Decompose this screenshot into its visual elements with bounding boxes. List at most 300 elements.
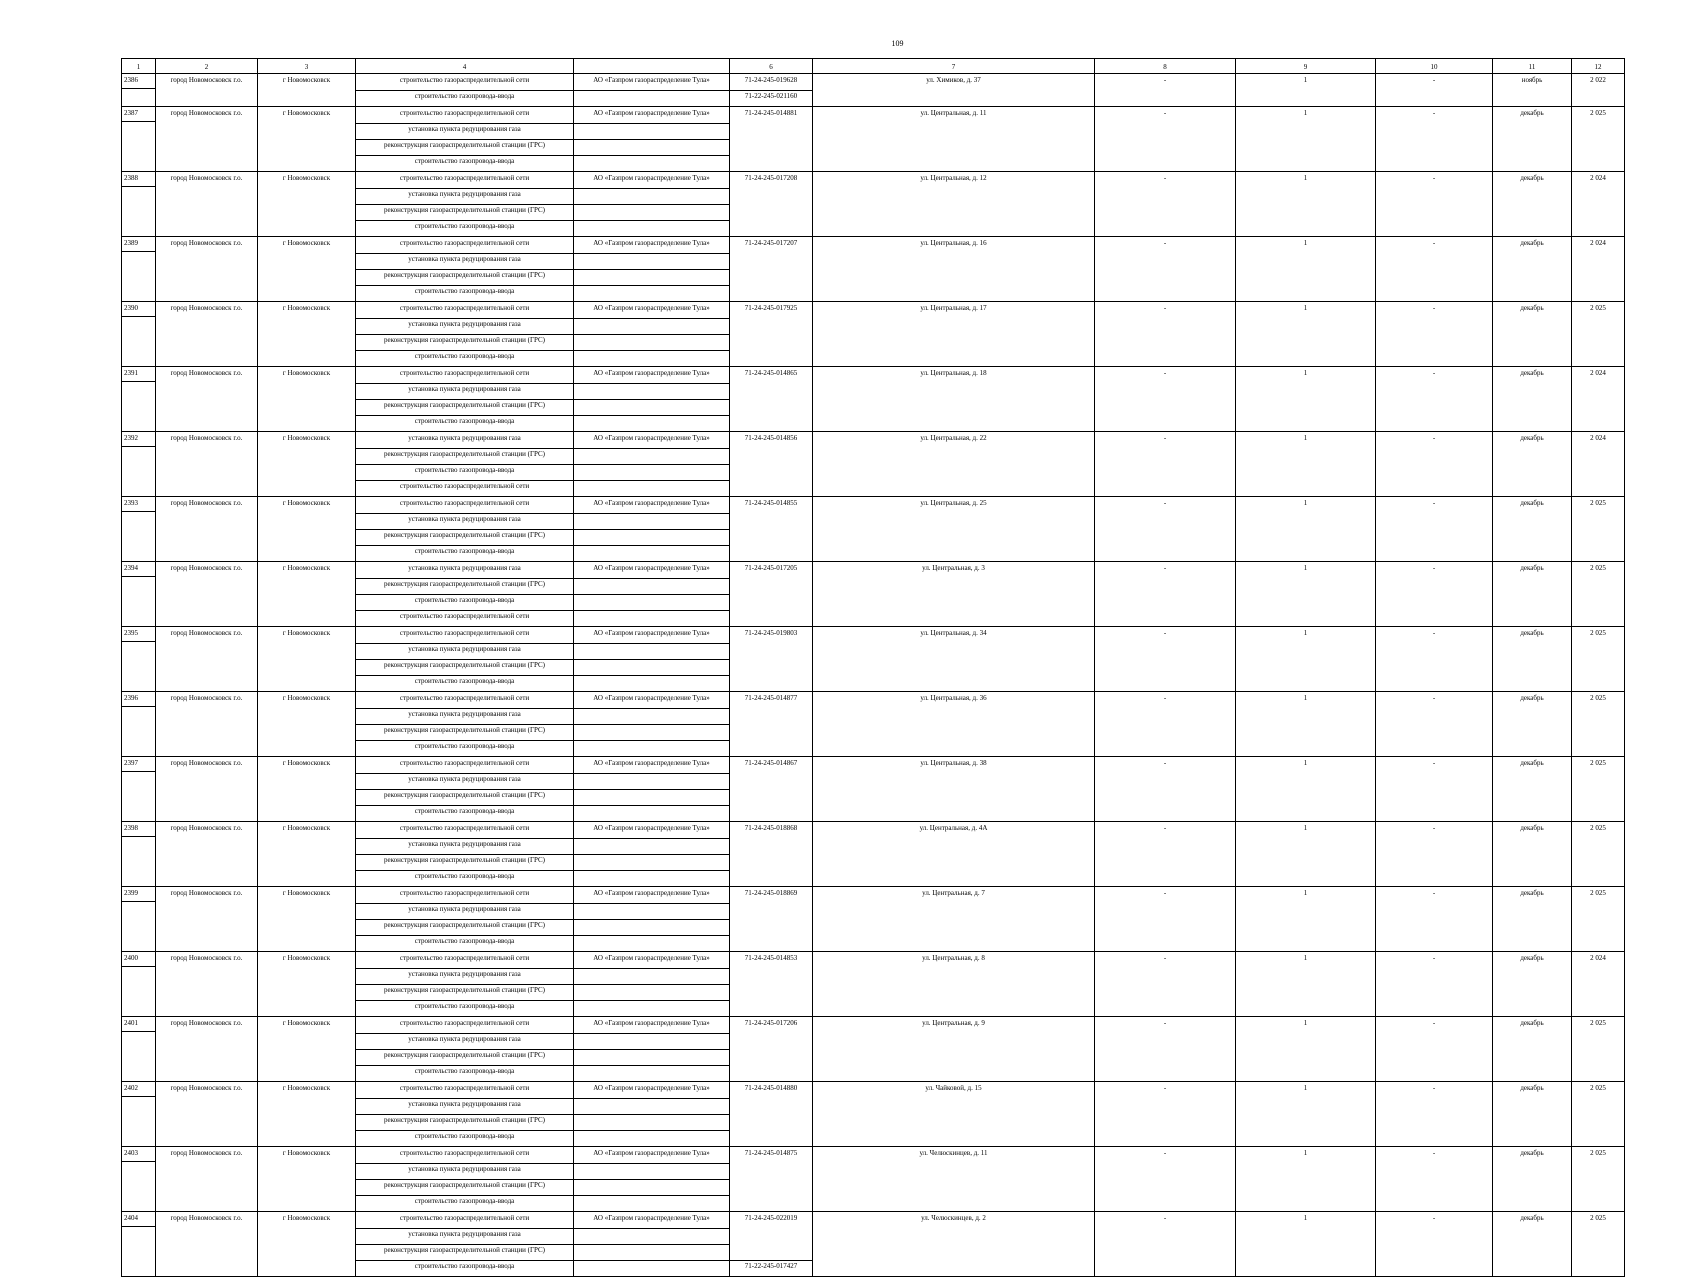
work-type: установка пункта редуцирования газа — [356, 514, 574, 530]
object-code: 71-24-245-019803 — [730, 627, 813, 692]
completion-month: декабрь — [1493, 757, 1572, 822]
operator: АО «Газпром газораспределение Тула» — [574, 237, 730, 254]
work-type: строительство газораспределительной сети — [356, 237, 574, 254]
completion-year: 2 025 — [1572, 497, 1625, 562]
column-9: 1 — [1236, 887, 1376, 952]
operator-empty — [574, 920, 730, 936]
table-row — [122, 1082, 1625, 1099]
locality: г Новомосковск — [258, 302, 356, 367]
address: ул. Челюскинцев, д. 2 — [813, 1212, 1095, 1277]
work-type: установка пункта редуцирования газа — [356, 432, 574, 449]
completion-month: декабрь — [1493, 887, 1572, 952]
object-code: 71-24-245-022019 — [730, 1212, 813, 1261]
column-8: - — [1095, 627, 1236, 692]
work-type: строительство газораспределительной сети — [356, 1082, 574, 1099]
completion-year: 2 025 — [1572, 887, 1625, 952]
operator-empty — [574, 644, 730, 660]
table-row — [122, 952, 1625, 969]
operator: АО «Газпром газораспределение Тула» — [574, 1147, 730, 1164]
column-8: - — [1095, 172, 1236, 237]
column-9: 1 — [1236, 237, 1376, 302]
completion-month: декабрь — [1493, 237, 1572, 302]
header-cell: 9 — [1236, 59, 1376, 74]
column-9: 1 — [1236, 432, 1376, 497]
table-row — [122, 1212, 1625, 1229]
row-number-underline — [122, 88, 155, 89]
completion-year: 2 024 — [1572, 952, 1625, 1017]
work-type: реконструкция газораспределительной станции (ГРС) — [356, 1050, 574, 1066]
address: ул. Центральная, д. 9 — [813, 1017, 1095, 1082]
column-8: - — [1095, 367, 1236, 432]
operator: АО «Газпром газораспределение Тула» — [574, 887, 730, 904]
municipal-area: город Новомосковск г.о. — [156, 887, 258, 952]
work-type: строительство газораспределительной сети — [356, 367, 574, 384]
completion-year: 2 024 — [1572, 367, 1625, 432]
work-type: установка пункта редуцирования газа — [356, 1099, 574, 1115]
municipal-area: город Новомосковск г.о. — [156, 1212, 258, 1277]
row-number-underline — [122, 706, 155, 707]
work-type: строительство газораспределительной сети — [356, 302, 574, 319]
column-10: - — [1376, 1082, 1493, 1147]
column-9: 1 — [1236, 822, 1376, 887]
work-type: строительство газопровода-ввода — [356, 1131, 574, 1147]
address: ул. Центральная, д. 25 — [813, 497, 1095, 562]
operator-empty — [574, 514, 730, 530]
work-type: установка пункта редуцирования газа — [356, 774, 574, 790]
operator: АО «Газпром газораспределение Тула» — [574, 172, 730, 189]
work-type: реконструкция газораспределительной станции (ГРС) — [356, 205, 574, 221]
object-code: 71-24-245-014881 — [730, 107, 813, 172]
row-number: 2403 — [122, 1147, 156, 1212]
work-type: строительство газопровода-ввода — [356, 221, 574, 237]
operator-empty — [574, 595, 730, 611]
operator-empty — [574, 156, 730, 172]
completion-month: декабрь — [1493, 172, 1572, 237]
completion-year: 2 025 — [1572, 1212, 1625, 1277]
locality: г Новомосковск — [258, 237, 356, 302]
object-code: 71-24-245-014880 — [730, 1082, 813, 1147]
column-8: - — [1095, 1147, 1236, 1212]
column-8: - — [1095, 822, 1236, 887]
work-type: строительство газопровода-ввода — [356, 546, 574, 562]
operator-empty — [574, 774, 730, 790]
row-number: 2395 — [122, 627, 156, 692]
column-10: - — [1376, 757, 1493, 822]
object-code: 71-24-245-014867 — [730, 757, 813, 822]
operator-empty — [574, 1229, 730, 1245]
column-10: - — [1376, 1017, 1493, 1082]
table-row — [122, 562, 1625, 579]
completion-month: декабрь — [1493, 952, 1572, 1017]
municipal-area: город Новомосковск г.о. — [156, 497, 258, 562]
object-code-secondary: 71-22-245-017427 — [730, 1261, 813, 1277]
municipal-area: город Новомосковск г.о. — [156, 107, 258, 172]
operator-empty — [574, 579, 730, 595]
row-number-underline — [122, 1226, 155, 1227]
work-type: строительство газораспределительной сети — [356, 757, 574, 774]
row-number: 2402 — [122, 1082, 156, 1147]
operator-empty — [574, 1261, 730, 1277]
locality: г Новомосковск — [258, 952, 356, 1017]
column-9: 1 — [1236, 952, 1376, 1017]
address: ул. Центральная, д. 34 — [813, 627, 1095, 692]
column-10: - — [1376, 302, 1493, 367]
column-8: - — [1095, 107, 1236, 172]
row-number-underline — [122, 446, 155, 447]
address: ул. Чайковой, д. 15 — [813, 1082, 1095, 1147]
locality: г Новомосковск — [258, 1147, 356, 1212]
operator-empty — [574, 969, 730, 985]
column-9: 1 — [1236, 172, 1376, 237]
locality: г Новомосковск — [258, 432, 356, 497]
municipal-area: город Новомосковск г.о. — [156, 302, 258, 367]
row-number: 2389 — [122, 237, 156, 302]
locality: г Новомосковск — [258, 822, 356, 887]
locality: г Новомосковск — [258, 562, 356, 627]
work-type: строительство газораспределительной сети — [356, 172, 574, 189]
row-number-underline — [122, 771, 155, 772]
row-number: 2404 — [122, 1212, 156, 1277]
row-number-underline — [122, 901, 155, 902]
work-type: установка пункта редуцирования газа — [356, 124, 574, 140]
completion-month: декабрь — [1493, 432, 1572, 497]
work-type: строительство газопровода-ввода — [356, 595, 574, 611]
address: ул. Центральная, д. 12 — [813, 172, 1095, 237]
object-code: 71-24-245-014853 — [730, 952, 813, 1017]
work-type: строительство газопровода-ввода — [356, 936, 574, 952]
column-8: - — [1095, 302, 1236, 367]
work-type: реконструкция газораспределительной станции (ГРС) — [356, 1245, 574, 1261]
work-type: реконструкция газораспределительной станции (ГРС) — [356, 335, 574, 351]
row-number-underline — [122, 511, 155, 512]
row-number-underline — [122, 576, 155, 577]
operator-empty — [574, 1131, 730, 1147]
column-9: 1 — [1236, 1147, 1376, 1212]
object-code: 71-24-245-014877 — [730, 692, 813, 757]
work-type: строительство газораспределительной сети — [356, 822, 574, 839]
header-cell — [574, 59, 730, 74]
completion-year: 2 024 — [1572, 172, 1625, 237]
operator-empty — [574, 221, 730, 237]
row-number-underline — [122, 121, 155, 122]
table-row — [122, 497, 1625, 514]
address: ул. Центральная, д. 36 — [813, 692, 1095, 757]
work-type: реконструкция газораспределительной станции (ГРС) — [356, 400, 574, 416]
row-number-underline — [122, 1161, 155, 1162]
work-type: строительство газопровода-ввода — [356, 741, 574, 757]
column-9: 1 — [1236, 562, 1376, 627]
operator-empty — [574, 725, 730, 741]
row-number: 2401 — [122, 1017, 156, 1082]
column-10: - — [1376, 367, 1493, 432]
operator-empty — [574, 91, 730, 107]
municipal-area: город Новомосковск г.о. — [156, 822, 258, 887]
table-row — [122, 302, 1625, 319]
column-9: 1 — [1236, 692, 1376, 757]
operator: АО «Газпром газораспределение Тула» — [574, 822, 730, 839]
locality: г Новомосковск — [258, 757, 356, 822]
operator-empty — [574, 839, 730, 855]
row-number: 2387 — [122, 107, 156, 172]
column-10: - — [1376, 497, 1493, 562]
completion-month: декабрь — [1493, 302, 1572, 367]
table-row — [122, 367, 1625, 384]
locality: г Новомосковск — [258, 627, 356, 692]
operator: АО «Газпром газораспределение Тула» — [574, 1017, 730, 1034]
operator-empty — [574, 481, 730, 497]
operator-empty — [574, 1164, 730, 1180]
table-row — [122, 1017, 1625, 1034]
table-row — [122, 432, 1625, 449]
address: ул. Центральная, д. 7 — [813, 887, 1095, 952]
address: ул. Центральная, д. 17 — [813, 302, 1095, 367]
work-type: реконструкция газораспределительной станции (ГРС) — [356, 725, 574, 741]
work-type: строительство газопровода-ввода — [356, 1196, 574, 1212]
column-10: - — [1376, 952, 1493, 1017]
operator-empty — [574, 351, 730, 367]
completion-year: 2 025 — [1572, 822, 1625, 887]
locality: г Новомосковск — [258, 172, 356, 237]
column-10: - — [1376, 432, 1493, 497]
operator-empty — [574, 449, 730, 465]
column-8: - — [1095, 1212, 1236, 1277]
operator-empty — [574, 1180, 730, 1196]
completion-month: декабрь — [1493, 107, 1572, 172]
column-10: - — [1376, 237, 1493, 302]
operator-empty — [574, 546, 730, 562]
header-cell: 8 — [1095, 59, 1236, 74]
locality: г Новомосковск — [258, 692, 356, 757]
completion-month: ноябрь — [1493, 74, 1572, 107]
row-number: 2396 — [122, 692, 156, 757]
operator: АО «Газпром газораспределение Тула» — [574, 757, 730, 774]
completion-month: декабрь — [1493, 1082, 1572, 1147]
operator-empty — [574, 676, 730, 692]
operator-empty — [574, 1001, 730, 1017]
work-type: реконструкция газораспределительной станции (ГРС) — [356, 140, 574, 156]
address: ул. Химиков, д. 37 — [813, 74, 1095, 107]
completion-month: декабрь — [1493, 1017, 1572, 1082]
row-number-underline — [122, 1096, 155, 1097]
header-cell: 4 — [356, 59, 574, 74]
work-type: установка пункта редуцирования газа — [356, 562, 574, 579]
column-9: 1 — [1236, 74, 1376, 107]
work-type: установка пункта редуцирования газа — [356, 189, 574, 205]
row-number-underline — [122, 641, 155, 642]
object-code: 71-24-245-017205 — [730, 562, 813, 627]
work-type: строительство газопровода-ввода — [356, 91, 574, 107]
municipal-area: город Новомосковск г.о. — [156, 237, 258, 302]
operator: АО «Газпром газораспределение Тула» — [574, 74, 730, 91]
work-type: установка пункта редуцирования газа — [356, 839, 574, 855]
operator-empty — [574, 985, 730, 1001]
address: ул. Центральная, д. 22 — [813, 432, 1095, 497]
operator: АО «Газпром газораспределение Тула» — [574, 692, 730, 709]
completion-year: 2 024 — [1572, 237, 1625, 302]
operator-empty — [574, 319, 730, 335]
municipal-area: город Новомосковск г.о. — [156, 757, 258, 822]
work-type: строительство газораспределительной сети — [356, 481, 574, 497]
work-type: строительство газопровода-ввода — [356, 465, 574, 481]
completion-year: 2 024 — [1572, 432, 1625, 497]
operator-empty — [574, 936, 730, 952]
work-type: строительство газораспределительной сети — [356, 611, 574, 627]
header-cell: 6 — [730, 59, 813, 74]
operator-empty — [574, 400, 730, 416]
operator-empty — [574, 140, 730, 156]
work-type: установка пункта редуцирования газа — [356, 1034, 574, 1050]
operator: АО «Газпром газораспределение Тула» — [574, 497, 730, 514]
column-8: - — [1095, 952, 1236, 1017]
work-type: установка пункта редуцирования газа — [356, 384, 574, 400]
column-10: - — [1376, 562, 1493, 627]
work-type: реконструкция газораспределительной станции (ГРС) — [356, 579, 574, 595]
municipal-area: город Новомосковск г.о. — [156, 952, 258, 1017]
header-cell: 1 — [122, 59, 156, 74]
object-code: 71-24-245-018869 — [730, 887, 813, 952]
row-number-underline — [122, 966, 155, 967]
municipal-area: город Новомосковск г.о. — [156, 172, 258, 237]
work-type: реконструкция газораспределительной станции (ГРС) — [356, 1115, 574, 1131]
work-type: строительство газораспределительной сети — [356, 692, 574, 709]
header-cell: 2 — [156, 59, 258, 74]
work-type: строительство газопровода-ввода — [356, 871, 574, 887]
operator-empty — [574, 871, 730, 887]
address: ул. Центральная, д. 38 — [813, 757, 1095, 822]
operator-empty — [574, 790, 730, 806]
address: ул. Челюскинцев, д. 11 — [813, 1147, 1095, 1212]
object-code: 71-24-245-014865 — [730, 367, 813, 432]
row-number: 2386 — [122, 74, 156, 107]
completion-year: 2 025 — [1572, 1082, 1625, 1147]
completion-year: 2 025 — [1572, 1017, 1625, 1082]
work-type: установка пункта редуцирования газа — [356, 644, 574, 660]
header-cell: 11 — [1493, 59, 1572, 74]
object-code: 71-24-245-014855 — [730, 497, 813, 562]
operator-empty — [574, 416, 730, 432]
column-9: 1 — [1236, 757, 1376, 822]
column-9: 1 — [1236, 302, 1376, 367]
table-row — [122, 822, 1625, 839]
work-type: установка пункта редуцирования газа — [356, 1229, 574, 1245]
operator-empty — [574, 904, 730, 920]
work-type: строительство газораспределительной сети — [356, 1017, 574, 1034]
locality: г Новомосковск — [258, 497, 356, 562]
work-type: установка пункта редуцирования газа — [356, 709, 574, 725]
operator-empty — [574, 1099, 730, 1115]
table-row — [122, 887, 1625, 904]
row-number: 2400 — [122, 952, 156, 1017]
completion-year: 2 025 — [1572, 692, 1625, 757]
work-type: реконструкция газораспределительной станции (ГРС) — [356, 855, 574, 871]
work-type: строительство газораспределительной сети — [356, 74, 574, 91]
column-8: - — [1095, 757, 1236, 822]
operator-empty — [574, 806, 730, 822]
row-number: 2388 — [122, 172, 156, 237]
row-number-underline — [122, 836, 155, 837]
column-10: - — [1376, 1212, 1493, 1277]
operator-empty — [574, 189, 730, 205]
work-type: строительство газопровода-ввода — [356, 416, 574, 432]
operator: АО «Газпром газораспределение Тула» — [574, 627, 730, 644]
operator-empty — [574, 660, 730, 676]
row-number: 2399 — [122, 887, 156, 952]
work-type: установка пункта редуцирования газа — [356, 254, 574, 270]
operator: АО «Газпром газораспределение Тула» — [574, 562, 730, 579]
column-8: - — [1095, 237, 1236, 302]
work-type: реконструкция газораспределительной станции (ГРС) — [356, 790, 574, 806]
completion-month: декабрь — [1493, 367, 1572, 432]
operator-empty — [574, 1050, 730, 1066]
municipal-area: город Новомосковск г.о. — [156, 692, 258, 757]
object-code: 71-24-245-019628 — [730, 74, 813, 91]
operator-empty — [574, 205, 730, 221]
row-number-underline — [122, 186, 155, 187]
work-type: строительство газопровода-ввода — [356, 286, 574, 302]
table-row — [122, 692, 1625, 709]
header-row — [122, 59, 1625, 74]
row-number: 2398 — [122, 822, 156, 887]
column-8: - — [1095, 1082, 1236, 1147]
column-9: 1 — [1236, 1017, 1376, 1082]
work-type: реконструкция газораспределительной станции (ГРС) — [356, 270, 574, 286]
work-type: строительство газопровода-ввода — [356, 806, 574, 822]
operator-empty — [574, 465, 730, 481]
table-row — [122, 757, 1625, 774]
operator-empty — [574, 270, 730, 286]
object-code: 71-24-245-017206 — [730, 1017, 813, 1082]
completion-month: декабрь — [1493, 627, 1572, 692]
operator: АО «Газпром газораспределение Тула» — [574, 107, 730, 124]
row-number: 2392 — [122, 432, 156, 497]
work-type: строительство газораспределительной сети — [356, 887, 574, 904]
operator: АО «Газпром газораспределение Тула» — [574, 1212, 730, 1229]
locality: г Новомосковск — [258, 107, 356, 172]
locality: г Новомосковск — [258, 367, 356, 432]
column-9: 1 — [1236, 367, 1376, 432]
operator-empty — [574, 855, 730, 871]
column-10: - — [1376, 887, 1493, 952]
column-8: - — [1095, 432, 1236, 497]
object-code: 71-24-245-018868 — [730, 822, 813, 887]
row-number-underline — [122, 381, 155, 382]
locality: г Новомосковск — [258, 887, 356, 952]
completion-month: декабрь — [1493, 497, 1572, 562]
work-type: строительство газораспределительной сети — [356, 952, 574, 969]
table-row — [122, 172, 1625, 189]
column-9: 1 — [1236, 1212, 1376, 1277]
table-row — [122, 1147, 1625, 1164]
work-type: реконструкция газораспределительной станции (ГРС) — [356, 985, 574, 1001]
column-9: 1 — [1236, 627, 1376, 692]
completion-year: 2 025 — [1572, 562, 1625, 627]
work-type: реконструкция газораспределительной станции (ГРС) — [356, 1180, 574, 1196]
municipal-area: город Новомосковск г.о. — [156, 1082, 258, 1147]
work-type: строительство газопровода-ввода — [356, 351, 574, 367]
work-type: строительство газораспределительной сети — [356, 1212, 574, 1229]
locality: г Новомосковск — [258, 1212, 356, 1277]
object-code: 71-24-245-014875 — [730, 1147, 813, 1212]
register-table — [121, 58, 1625, 1277]
header-cell: 3 — [258, 59, 356, 74]
work-type: установка пункта редуцирования газа — [356, 319, 574, 335]
address: ул. Центральная, д. 18 — [813, 367, 1095, 432]
work-type: строительство газопровода-ввода — [356, 156, 574, 172]
column-10: - — [1376, 172, 1493, 237]
work-type: реконструкция газораспределительной станции (ГРС) — [356, 530, 574, 546]
work-type: строительство газораспределительной сети — [356, 107, 574, 124]
work-type: строительство газопровода-ввода — [356, 676, 574, 692]
